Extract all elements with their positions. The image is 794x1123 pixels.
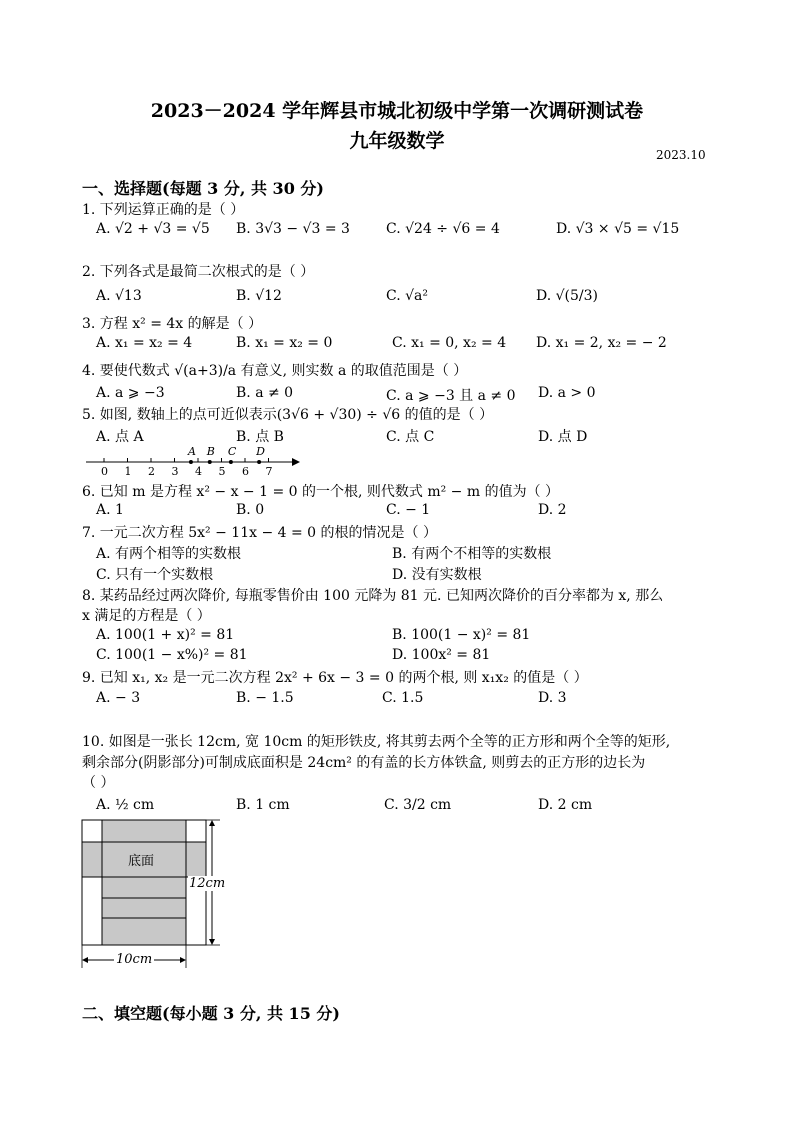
exam-date: 2023.10 <box>656 148 706 162</box>
question-1-option-d: D. √3 × √5 = √15 <box>556 221 680 237</box>
question-8-option-b: B. 100(1 − x)² = 81 <box>392 627 531 643</box>
tick-label: 6 <box>242 465 249 478</box>
base-label: 底面 <box>128 853 155 868</box>
question-7-option-a: A. 有两个相等的实数根 <box>96 546 242 562</box>
tick-label: 2 <box>148 465 155 478</box>
tick-label: 4 <box>195 465 202 478</box>
question-10-stem: 10. 如图是一张长 12cm, 宽 10cm 的矩形铁皮, 将其剪去两个全等的正方形和两个全等的矩形, <box>82 734 671 750</box>
number-line-arrow <box>292 458 300 466</box>
question-4-option-a: A. a ⩾ −3 <box>96 385 165 401</box>
tick-label: 1 <box>124 465 132 478</box>
tick-label: 0 <box>101 465 108 478</box>
question-9-option-a: A. − 3 <box>96 690 141 706</box>
question-7-option-d: D. 没有实数根 <box>392 567 482 583</box>
question-8-stem-line2: x 满足的方程是（ ） <box>82 608 211 624</box>
point-label-b: B <box>206 445 215 458</box>
point-b <box>208 460 212 464</box>
tick-label: 7 <box>265 465 273 478</box>
point-label-a: A <box>187 445 196 458</box>
question-10-stem-line2: 剩余部分(阴影部分)可制成底面积是 24cm² 的有盖的长方体铁盒, 则剪去的正方形的边长为 <box>82 755 646 771</box>
question-7-option-c: C. 只有一个实数根 <box>96 567 214 583</box>
question-8-option-d: D. 100x² = 81 <box>392 647 491 663</box>
point-label-d: D <box>256 445 265 458</box>
shaded-top-lid <box>102 820 186 842</box>
question-4-option-b: B. a ≠ 0 <box>236 385 294 401</box>
question-10-option-c: C. 3/2 cm <box>384 797 452 813</box>
number-line <box>80 440 310 480</box>
tick-label: 3 <box>171 465 179 478</box>
question-7-option-b: B. 有两个不相等的实数根 <box>392 546 552 562</box>
point-label-c: C <box>227 445 237 458</box>
question-4-option-d: D. a > 0 <box>538 385 596 401</box>
question-9-option-d: D. 3 <box>538 690 567 706</box>
question-3-option-c: C. x₁ = 0, x₂ = 4 <box>392 335 507 351</box>
question-8-option-c: C. 100(1 − x%)² = 81 <box>96 647 248 663</box>
question-4-option-c: C. a ⩾ −3 且 a ≠ 0 <box>386 388 516 404</box>
width-label: 10cm <box>116 952 153 967</box>
question-5-option-b: B. 点 B <box>236 429 284 445</box>
question-5-option-a: A. 点 A <box>96 429 144 445</box>
question-1-option-b: B. 3√3 − √3 = 3 <box>236 221 350 237</box>
question-3-option-d: D. x₁ = 2, x₂ = − 2 <box>536 335 667 351</box>
height-label: 12cm <box>189 876 226 891</box>
question-6-option-c: C. − 1 <box>386 502 431 518</box>
question-2-option-c: C. √a² <box>386 288 428 304</box>
shaded-bottom-lid <box>102 918 186 945</box>
question-1-option-c: C. √24 ÷ √6 = 4 <box>386 221 500 237</box>
subject-title: 九年级数学 <box>349 130 445 152</box>
question-2-option-b: B. √12 <box>236 288 282 304</box>
question-10-option-b: B. 1 cm <box>236 797 290 813</box>
question-9-option-b: B. − 1.5 <box>236 690 294 706</box>
question-2-option-d: D. √(5/3) <box>536 288 599 304</box>
question-2-stem: 2. 下列各式是最简二次根式的是（ ） <box>82 264 315 280</box>
question-8-stem: 8. 某药品经过两次降价, 每瓶零售价由 100 元降为 81 元. 已知两次降价的百分率都为 x, 那么 <box>82 588 664 604</box>
point-d <box>257 460 261 464</box>
question-3-stem: 3. 方程 x² = 4x 的解是（ ） <box>82 316 263 332</box>
question-1-option-a: A. √2 + √3 = √5 <box>96 221 210 237</box>
tick-label: 5 <box>218 465 226 478</box>
question-9-option-c: C. 1.5 <box>382 690 424 706</box>
question-7-stem: 7. 一元二次方程 5x² − 11x − 4 = 0 的根的情况是（ ） <box>82 525 437 541</box>
section-title-fill: 二、填空题(每小题 3 分, 共 15 分) <box>82 1004 340 1023</box>
question-10-option-a: A. ½ cm <box>96 797 155 813</box>
section-title-choice: 一、选择题(每题 3 分, 共 30 分) <box>82 179 324 198</box>
question-5-stem: 5. 如图, 数轴上的点可近似表示(3√6 + √30) ÷ √6 的值的是（ ） <box>82 407 494 423</box>
question-3-option-b: B. x₁ = x₂ = 0 <box>236 335 333 351</box>
question-3-option-a: A. x₁ = x₂ = 4 <box>96 335 193 351</box>
question-1-stem: 1. 下列运算正确的是（ ） <box>82 202 245 218</box>
question-6-option-b: B. 0 <box>236 502 265 518</box>
exam-title: 2023－2024 学年辉县市城北初级中学第一次调研测试卷 <box>150 100 644 122</box>
question-4-stem: 4. 要使代数式 √(a+3)/a 有意义, 则实数 a 的取值范围是（ ） <box>82 363 468 379</box>
question-10-option-d: D. 2 cm <box>538 797 593 813</box>
question-10-stem-line3: （ ） <box>82 775 115 791</box>
sheet-figure <box>80 818 230 970</box>
question-6-option-a: A. 1 <box>96 502 124 518</box>
question-8-option-a: A. 100(1 + x)² = 81 <box>96 627 235 643</box>
point-c <box>229 460 233 464</box>
question-6-option-d: D. 2 <box>538 502 567 518</box>
question-5-option-d: D. 点 D <box>538 429 588 445</box>
point-a <box>189 460 193 464</box>
question-6-stem: 6. 已知 m 是方程 x² − x − 1 = 0 的一个根, 则代数式 m² − m 的值为（ ） <box>82 484 560 500</box>
question-5-option-c: C. 点 C <box>386 429 435 445</box>
question-9-stem: 9. 已知 x₁, x₂ 是一元二次方程 2x² + 6x − 3 = 0 的两个根, 则 x₁x₂ 的值是（ ） <box>82 670 588 686</box>
question-2-option-a: A. √13 <box>96 288 142 304</box>
